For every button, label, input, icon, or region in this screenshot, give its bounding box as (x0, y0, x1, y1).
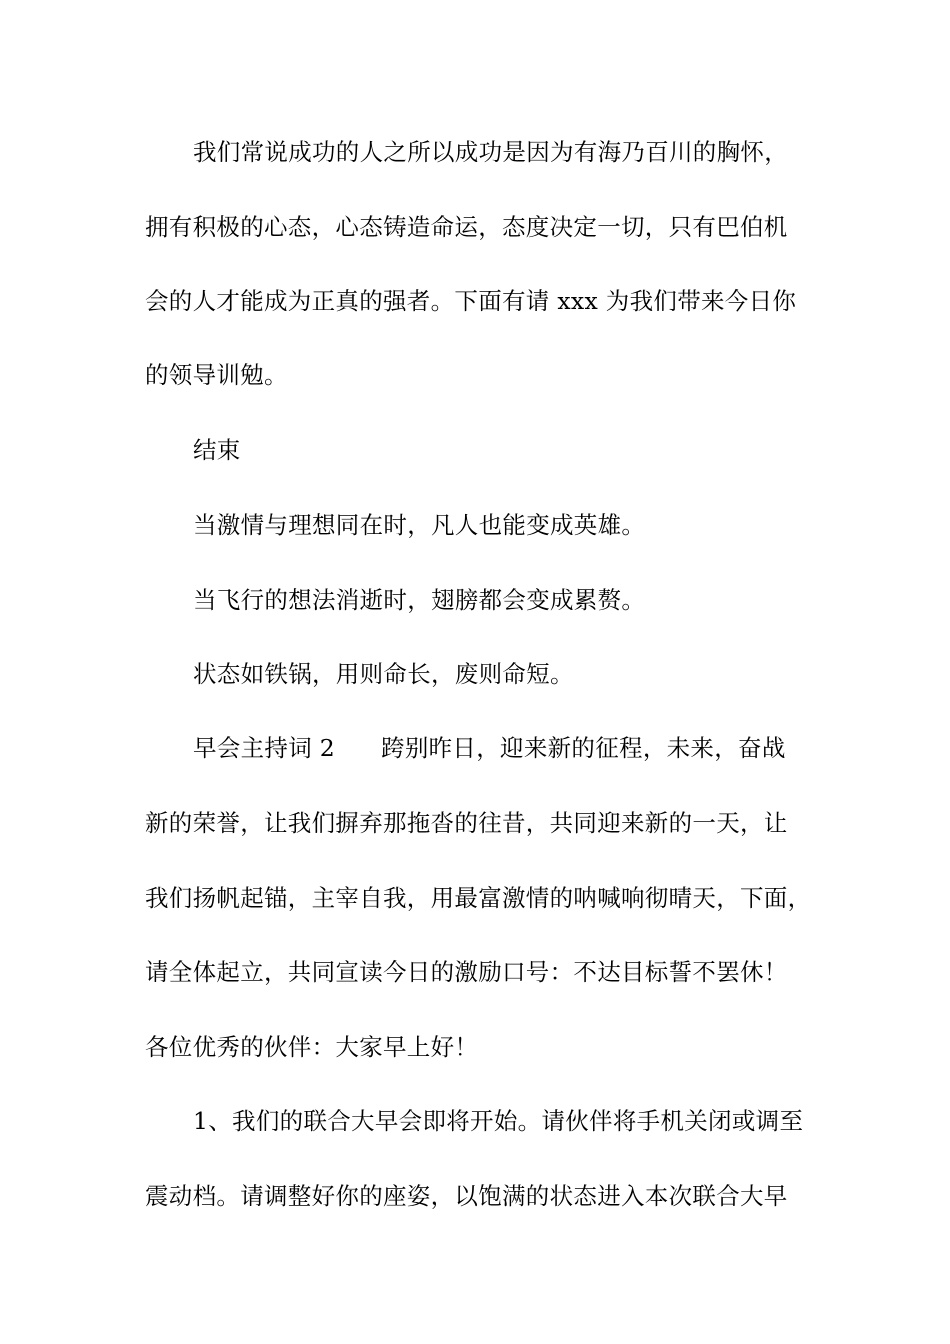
text-line: 我们扬帆起锚，主宰自我，用最富激情的呐喊响彻晴天，下面， (145, 884, 812, 912)
text-line: 新的荣誉，让我们摒弃那拖沓的往昔，共同迎来新的一天，让 (145, 809, 788, 837)
text-line: 会的人才能成为正真的强者。下面有请 xxx 为我们带来今日你 (145, 287, 797, 315)
text-line: 我们常说成功的人之所以成功是因为有海乃百川的胸怀， (193, 138, 788, 166)
text-line: 震动档。请调整好你的座姿，以饱满的状态进入本次联合大早 (145, 1182, 788, 1210)
text-line: 状态如铁锅，用则命长，废则命短。 (193, 660, 574, 688)
text-line: 当激情与理想同在时，凡人也能变成英雄。 (193, 511, 646, 539)
text-line: 请全体起立，共同宣读今日的激励口号：不达目标誓不罢休！ (145, 958, 788, 986)
text-line: 各位优秀的伙伴：大家早上好！ (145, 1033, 479, 1061)
text-line: 当飞行的想法消逝时，翅膀都会变成累赘。 (193, 586, 646, 614)
text-line (193, 733, 873, 763)
text-segment: 跨别昨日，迎来新的征程，未来，奋战 (381, 734, 786, 762)
section-title: 早会主持词 2 (193, 734, 336, 762)
text-line: 1、我们的联合大早会即将开始。请伙伴将手机关闭或调至 (193, 1107, 804, 1135)
text-line: 拥有积极的心态，心态铸造命运，态度决定一切，只有巴伯机 (145, 213, 788, 241)
section-heading: 结束 (193, 436, 241, 464)
text-line: 的领导训勉。 (145, 361, 288, 389)
